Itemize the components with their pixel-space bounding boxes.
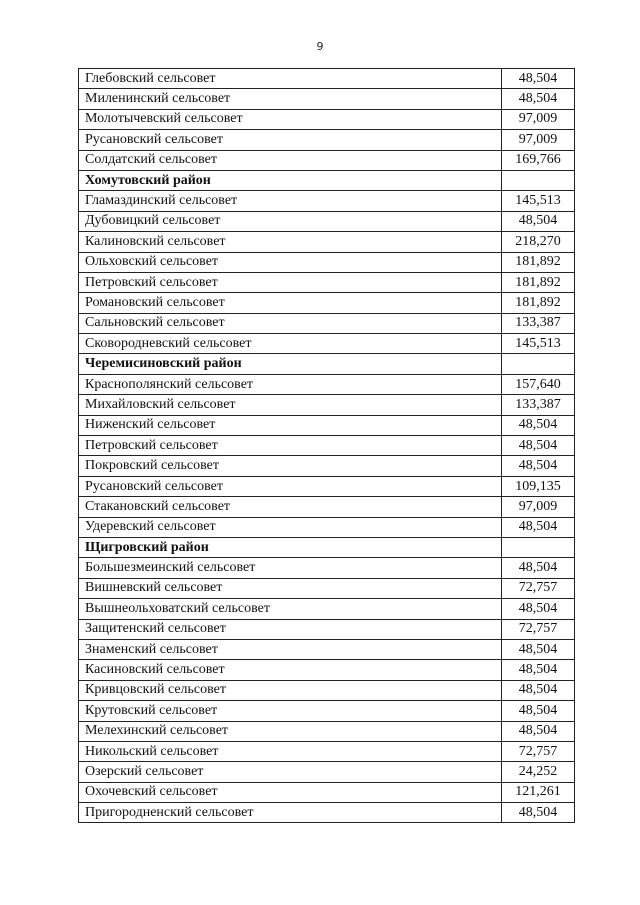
amount-cell: 48,504 [502, 211, 575, 231]
council-name-cell: Сковородневский сельсовет [79, 334, 502, 354]
table-row [79, 130, 575, 150]
council-name-cell: Касиновский сельсовет [79, 660, 502, 680]
table-row [79, 211, 575, 231]
council-name-cell: Защитенский сельсовет [79, 619, 502, 639]
allocation-table [78, 68, 575, 823]
table-row [79, 252, 575, 272]
district-header-row [79, 354, 575, 374]
council-name-cell: Мелехинский сельсовет [79, 721, 502, 741]
amount-cell: 48,504 [502, 456, 575, 476]
table-row [79, 578, 575, 598]
council-name-cell: Покровский сельсовет [79, 456, 502, 476]
amount-cell: 145,513 [502, 191, 575, 211]
table-row [79, 69, 575, 89]
amount-cell: 48,504 [502, 558, 575, 578]
table-row [79, 374, 575, 394]
amount-cell: 109,135 [502, 476, 575, 496]
amount-cell: 48,504 [502, 599, 575, 619]
amount-cell: 145,513 [502, 334, 575, 354]
table-row [79, 517, 575, 537]
council-name-cell: Калиновский сельсовет [79, 232, 502, 252]
council-name-cell: Русановский сельсовет [79, 476, 502, 496]
amount-cell: 133,387 [502, 395, 575, 415]
council-name-cell: Стакановский сельсовет [79, 497, 502, 517]
amount-cell: 48,504 [502, 89, 575, 109]
amount-cell: 48,504 [502, 639, 575, 659]
council-name-cell: Знаменский сельсовет [79, 639, 502, 659]
table-row [79, 191, 575, 211]
council-name-cell: Петровский сельсовет [79, 272, 502, 292]
council-name-cell: Крутовский сельсовет [79, 701, 502, 721]
district-name-cell: Щигровский район [79, 537, 502, 557]
amount-cell: 48,504 [502, 660, 575, 680]
district-header-row [79, 170, 575, 190]
table-row [79, 334, 575, 354]
table-row [79, 599, 575, 619]
amount-cell: 48,504 [502, 701, 575, 721]
amount-cell: 121,261 [502, 782, 575, 802]
council-name-cell: Сальновский сельсовет [79, 313, 502, 333]
amount-cell: 48,504 [502, 436, 575, 456]
council-name-cell: Пригородненский сельсовет [79, 803, 502, 823]
table-row [79, 619, 575, 639]
table-row [79, 109, 575, 129]
council-name-cell: Охочевский сельсовет [79, 782, 502, 802]
amount-cell: 48,504 [502, 680, 575, 700]
amount-cell: 72,757 [502, 578, 575, 598]
amount-cell [502, 170, 575, 190]
amount-cell: 97,009 [502, 109, 575, 129]
amount-cell: 24,252 [502, 762, 575, 782]
council-name-cell: Краснополянский сельсовет [79, 374, 502, 394]
amount-cell: 218,270 [502, 232, 575, 252]
district-name-cell: Хомутовский район [79, 170, 502, 190]
amount-cell: 48,504 [502, 721, 575, 741]
table-row [79, 782, 575, 802]
council-name-cell: Солдатский сельсовет [79, 150, 502, 170]
table-row [79, 150, 575, 170]
district-header-row [79, 537, 575, 557]
amount-cell: 48,504 [502, 69, 575, 89]
page-number: 9 [316, 40, 324, 53]
amount-cell: 72,757 [502, 619, 575, 639]
amount-cell: 97,009 [502, 497, 575, 517]
council-name-cell: Удеревский сельсовет [79, 517, 502, 537]
council-name-cell: Никольский сельсовет [79, 741, 502, 761]
amount-cell: 157,640 [502, 374, 575, 394]
council-name-cell: Ольховский сельсовет [79, 252, 502, 272]
council-name-cell: Русановский сельсовет [79, 130, 502, 150]
amount-cell: 169,766 [502, 150, 575, 170]
council-name-cell: Большезмеинский сельсовет [79, 558, 502, 578]
table-row [79, 660, 575, 680]
table-row [79, 701, 575, 721]
amount-cell: 181,892 [502, 252, 575, 272]
table-row [79, 232, 575, 252]
table-row [79, 476, 575, 496]
table-row [79, 415, 575, 435]
amount-cell: 72,757 [502, 741, 575, 761]
amount-cell [502, 354, 575, 374]
council-name-cell: Петровский сельсовет [79, 436, 502, 456]
table-row [79, 680, 575, 700]
table-row [79, 497, 575, 517]
amount-cell: 97,009 [502, 130, 575, 150]
council-name-cell: Вышнеольховатский сельсовет [79, 599, 502, 619]
amount-cell: 48,504 [502, 415, 575, 435]
council-name-cell: Глебовский сельсовет [79, 69, 502, 89]
council-name-cell: Романовский сельсовет [79, 293, 502, 313]
amount-cell: 133,387 [502, 313, 575, 333]
amount-cell: 48,504 [502, 803, 575, 823]
council-name-cell: Озерский сельсовет [79, 762, 502, 782]
council-name-cell: Кривцовский сельсовет [79, 680, 502, 700]
council-name-cell: Вишневский сельсовет [79, 578, 502, 598]
table-row [79, 89, 575, 109]
table-row [79, 293, 575, 313]
table-body [79, 69, 575, 823]
table-row [79, 721, 575, 741]
table-row [79, 313, 575, 333]
amount-cell [502, 537, 575, 557]
council-name-cell: Молотычевский сельсовет [79, 109, 502, 129]
amount-cell: 48,504 [502, 517, 575, 537]
table-row [79, 741, 575, 761]
council-name-cell: Гламаздинский сельсовет [79, 191, 502, 211]
table-row [79, 272, 575, 292]
table-row [79, 436, 575, 456]
table-row [79, 803, 575, 823]
amount-cell: 181,892 [502, 293, 575, 313]
table-row [79, 762, 575, 782]
table-row [79, 639, 575, 659]
council-name-cell: Миленинский сельсовет [79, 89, 502, 109]
council-name-cell: Михайловский сельсовет [79, 395, 502, 415]
table-row [79, 558, 575, 578]
table-row [79, 395, 575, 415]
table-row [79, 456, 575, 476]
amount-cell: 181,892 [502, 272, 575, 292]
council-name-cell: Ниженский сельсовет [79, 415, 502, 435]
district-name-cell: Черемисиновский район [79, 354, 502, 374]
council-name-cell: Дубовицкий сельсовет [79, 211, 502, 231]
